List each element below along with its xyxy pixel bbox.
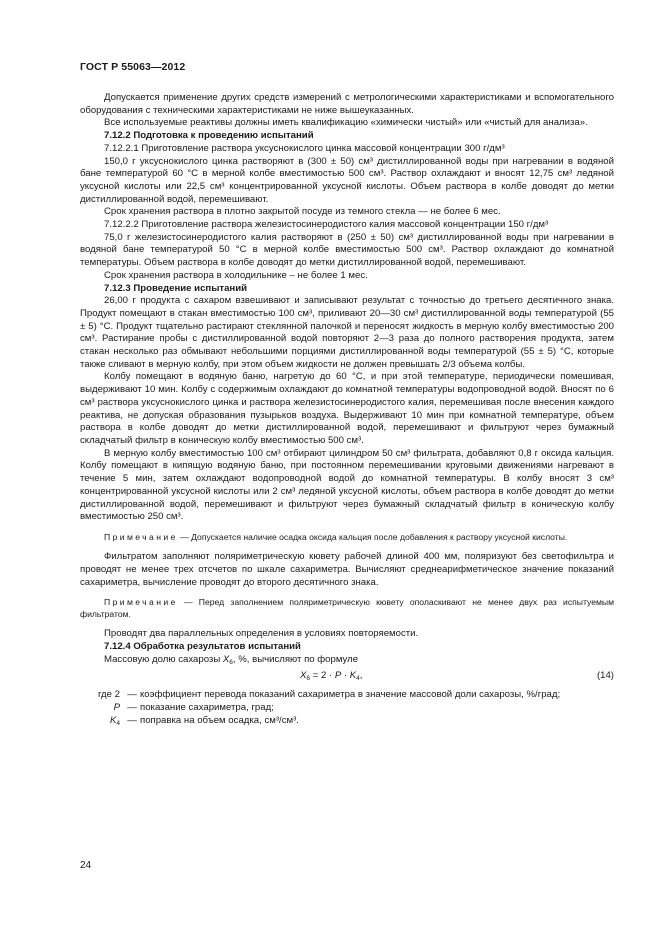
legend-row: P — показание сахариметра, град; [113, 702, 274, 714]
note-label: Примечание [104, 531, 178, 542]
formula-row [80, 670, 614, 687]
paragraph: 150,0 г уксуснокислого цинка растворяют в (300 ± 50) см³ дистиллированной воды при нагревании в водяной бане температурой 60 °С в мерной колбе вместимостью 500 см³. Раствор охлаждают и вносят 12,75 см³ ледяной уксусной кислоты или 22,5 см³ концентрированной уксусной кислоты. Объем раствора в колбе доводят до метки дистиллированной водой, перемешивают. [80, 155, 614, 205]
note [80, 597, 614, 620]
formula-legend [80, 689, 614, 727]
paragraph: Проводят два параллельных определения в условиях повторяемости. [104, 628, 419, 640]
page-number: 24 [80, 860, 92, 871]
paragraph: Фильтратом заполняют поляриметрическую кювету рабочей длиной 400 мм, поляризуют без светофильтра и проводят не менее трех отсчетов по шкале сахариметра. Вычисляют среднеарифметическое значение показаний сахариметра, вычисление проводят до второго десятичного знака. [80, 551, 614, 588]
section-heading: 7.12.4 Обработка результатов испытаний [104, 640, 301, 652]
section-heading: 7.12.2 Подготовка к проведению испытаний [104, 130, 314, 142]
variable: X [222, 653, 230, 665]
standard-header: ГОСТ Р 55063—2012 [80, 61, 186, 73]
paragraph: Срок хранения раствора в холодильнике – не более 1 мес. [104, 269, 368, 281]
section-heading: 7.12.3 Проведение испытаний [104, 282, 248, 294]
paragraph: Массовую долю сахарозы $X_6$, %, вычисляют по формуле [104, 653, 359, 666]
paragraph: Колбу помещают в водяную баню, нагретую до 60 °С, и при этой температуре, периодически помешивая, выдерживают 10 мин. Колбу с содержимым охлаждают до комнатной температуры водопроводной водой. Вносят по 6 см³ раствора уксуснокислого цинка и раствора железистосинеродистого калия, перемешивая после внесения каждого реактива, не допуская образования пузырьков воздуха. Выдерживают 10 мин при комнатной температуре, объем раствора в колбе доводят до метки дистиллированной водой, перемешивают и фильтруют через бумажный складчатый фильтр в коническую колбу вместимостью 500 см³. [80, 371, 614, 446]
paragraph: 26,00 г продукта с сахаром взвешивают и записывают результат с точностью до третьего десятичного знака. Продукт помещают в стакан вместимостью 100 см³, приливают 20—30 см³ дистиллированной воды температурой (55 ± 5) °С. Продукт тщательно растирают стеклянной палочкой и переносят жидкость в мерную колбу вместимостью 200 см³. Растирание пробы с дистиллированной водой повторяют 2—3 раза до полного растворения продукта, затем стакан несколько раз обмывают небольшими порциями дистиллированной воды температурой (55 ± 5) °С, которые также сливают в мерную колбу, при этом объем жидкости не должен превышать 2/3 объема колбы. [80, 295, 614, 370]
formula: $X_6 = 2 \cdot P \cdot K_4$, [300, 670, 363, 683]
equation-number: (14) [596, 670, 614, 682]
note-text: — Допускается наличие осадка оксида кальция после добавления к раствору уксусной кислоты. [177, 531, 568, 542]
paragraph: 7.12.2.2 Приготовление раствора железистосинеродистого калия массовой концентрации 150 г/дм³ [104, 219, 549, 231]
paragraph: В мерную колбу вместимостью 100 см³ отбирают цилиндром 50 см³ фильтрата, добавляют 0,8 г оксида кальция. Колбу помещают в кипящую водяную баню, при постоянном перемешивании круговыми движениями нагревают в течение 5 мин, затем охлаждают водопроводной водой до комнатной температуры. В колбу вносят 3 см³ концентрированной уксусной кислоты или 2 см³ ледяной уксусной кислоты, объем раствора в колбе доводят до метки дистиллированной водой, перемешивают и фильтруют через бумажный складчатый фильтр в коническую колбу вместимостью 250 см³. [80, 447, 614, 523]
paragraph: 75,0 г железистосинеродистого калия растворяют в (250 ± 50) см³ дистиллированной воды при нагревании в водяной бане температурой 50 °С в мерной колбе вместимостью 500 см³. Раствор охлаждают до комнатной температуры. Объем раствора в колбе доводят до метки дистиллированной водой, перемешивают. [80, 231, 614, 269]
page-content [80, 92, 614, 727]
paragraph: Допускается применение других средств измерений с метрологическими характеристиками и вспомогательного оборудования с техническими характеристиками не ниже вышеуказанных. [80, 92, 614, 116]
note-text: — Перед заполнением поляриметрическую кювету ополаскивают не менее двух раз испытуемым фильтратом. [80, 597, 614, 619]
legend-row: где 2 — коэффициент перевода показаний сахариметра в значение массовой доли сахарозы, %/град; [97, 689, 561, 701]
paragraph: Срок хранения раствора в плотно закрытой посуде из темного стекла — не более 6 мес. [104, 206, 501, 218]
legend-row: $K_4$ — поправка на объем осадка, см³/см³. [109, 714, 299, 727]
note [80, 532, 614, 543]
paragraph: Все используемые реактивы должны иметь квалификацию «химически чистый» или «чистый для анализа». [104, 117, 588, 129]
paragraph: 7.12.2.1 Приготовление раствора уксуснокислого цинка массовой концентрации 300 г/дм³ [104, 142, 505, 154]
note-label: Примечание [104, 597, 178, 608]
